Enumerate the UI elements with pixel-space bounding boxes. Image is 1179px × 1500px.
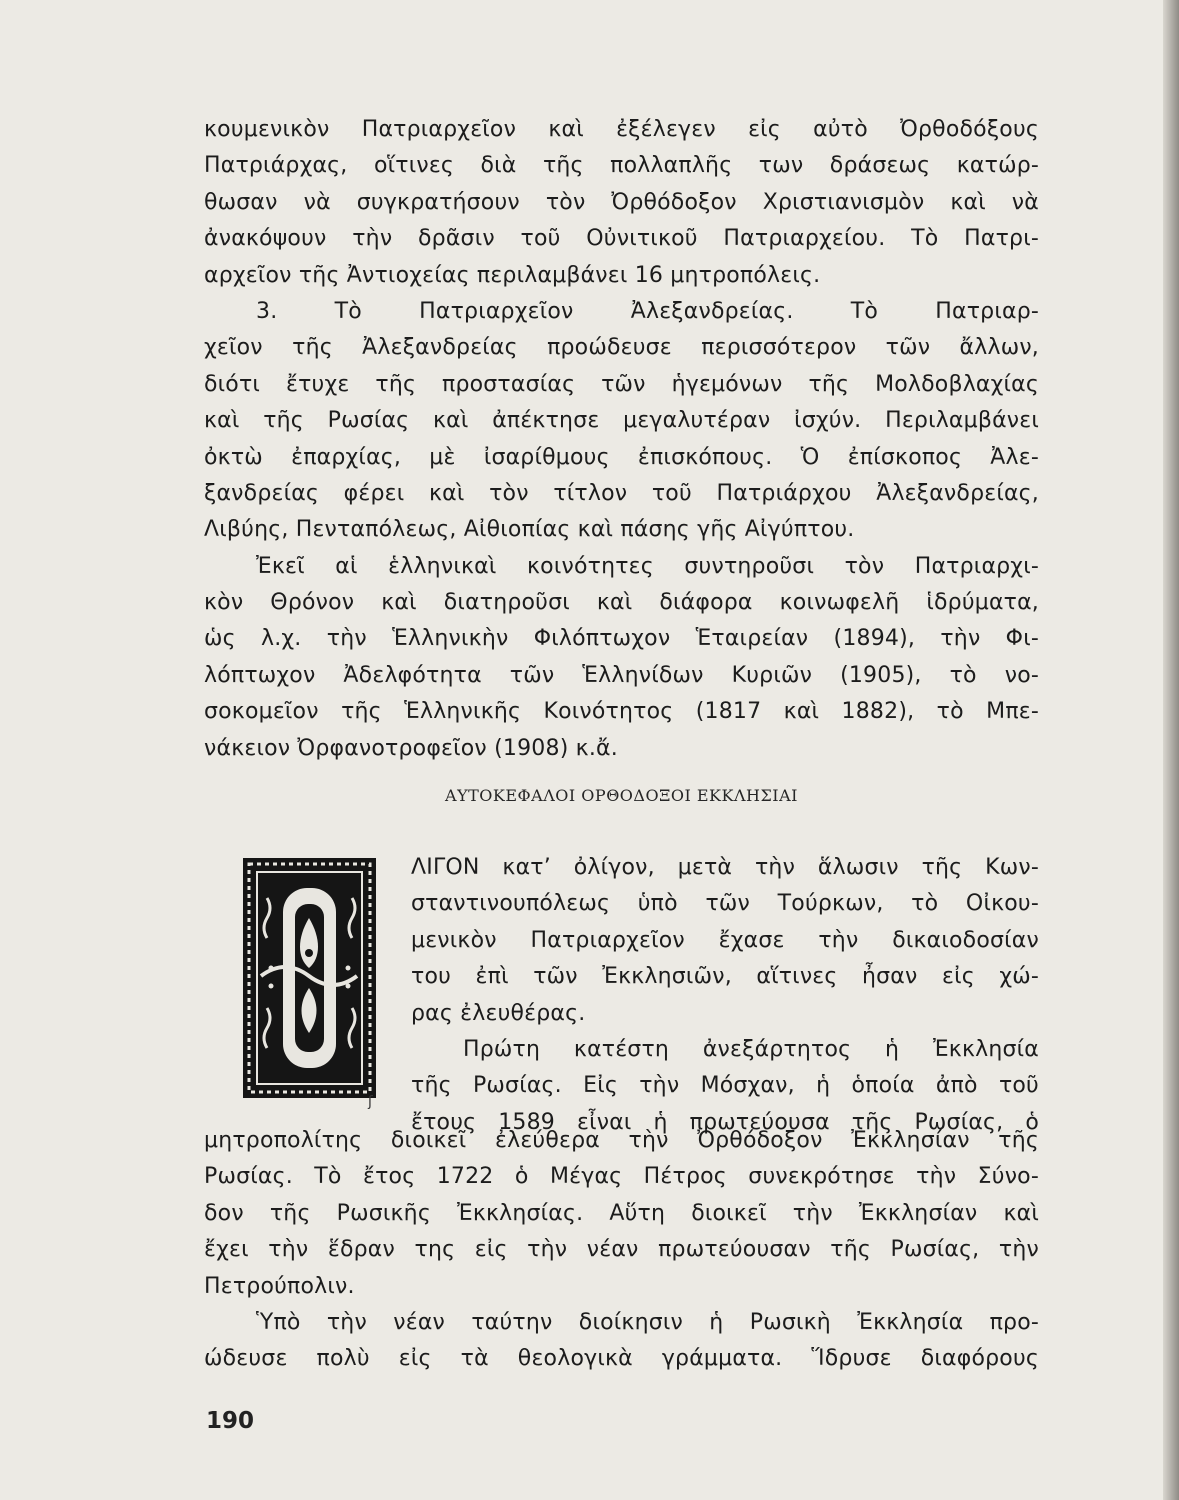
text-line: ὡς λ.χ. τὴν Ἑλληνικὴν Φιλόπτωχον Ἑταιρείαν (1894), τὴν Φι- bbox=[204, 626, 1039, 652]
text-line: μενικὸν Πατριαρχεῖον ἔχασε τὴν δικαιοδοσίαν bbox=[411, 927, 1039, 953]
text-line: ΛΙΓΟΝ κατ’ ὀλίγον, μετὰ τὴν ἅλωσιν τῆς Κων- bbox=[411, 855, 1039, 880]
section-heading-line: 3. Τὸ Πατριαρχεῖον Ἀλεξανδρείας. Τὸ Πατριαρ- bbox=[256, 298, 1039, 324]
text-line: διότι ἔτυχε τῆς προστασίας τῶν ἡγεμόνων τῆς Μολδοβλαχίας bbox=[204, 371, 1039, 397]
text-line: δον τῆς Ρωσικῆς Ἐκκλησίας. Αὕτη διοικεῖ τὴν Ἐκκλησίαν καὶ bbox=[204, 1200, 1039, 1226]
text-line: Ἐκεῖ αἱ ἑλληνικαὶ κοινότητες συντηροῦσι τὸν Πατριαρχι- bbox=[256, 553, 1039, 579]
text-line: ρας ἐλευθέρας. bbox=[411, 1000, 586, 1026]
stray-ink-mark: ʃ bbox=[368, 1094, 373, 1110]
body-text-top bbox=[204, 112, 1039, 767]
text-line: λόπτωχον Ἀδελφότητα τῶν Ἑλληνίδων Κυριῶν (1905), τὸ νο- bbox=[204, 662, 1039, 688]
text-line: τῆς Ρωσίας. Εἰς τὴν Μόσχαν, ἡ ὁποία ἀπὸ τοῦ bbox=[411, 1073, 1039, 1099]
text-line: αρχεῖον τῆς Ἀντιοχείας περιλαμβάνει 16 μητροπόλεις. bbox=[204, 262, 821, 288]
text-line: καὶ τῆς Ρωσίας καὶ ἀπέκτησε μεγαλυτέραν ἰσχύν. Περιλαμβάνει bbox=[204, 408, 1039, 434]
text-line: του ἐπὶ τῶν Ἐκκλησιῶν, αἵτινες ἦσαν εἰς χώ- bbox=[411, 964, 1039, 990]
text-line: κουμενικὸν Πατριαρχεῖον καὶ ἐξέλεγεν εἰς αὐτὸ Ὀρθοδόξους bbox=[204, 117, 1039, 142]
text-line: ὀκτὼ ἐπαρχίας, μὲ ἰσαρίθμους ἐπισκόπους. Ὁ ἐπίσκοπος Ἀλε- bbox=[204, 444, 1039, 470]
text-line: νάκειον Ὀρφανοτροφεῖον (1908) κ.ἄ. bbox=[204, 735, 618, 761]
page-edge-shadow bbox=[1163, 0, 1179, 1500]
text-line: ξανδρείας φέρει καὶ τὸν τίτλον τοῦ Πατριάρχου Ἀλεξανδρείας, bbox=[204, 480, 1039, 506]
text-line: Ὑπὸ τὴν νέαν ταύτην διοίκησιν ἡ Ρωσικὴ Ἐκκλησία προ- bbox=[256, 1309, 1039, 1335]
text-line: Πετρούπολιν. bbox=[204, 1273, 355, 1299]
text-line: ἀνακόψουν τὴν δρᾶσιν τοῦ Οὐνιτικοῦ Πατριαρχείου. Τὸ Πατρι- bbox=[204, 226, 1039, 252]
text-line: σοκομεῖον τῆς Ἑλληνικῆς Κοινότητος (1817 καὶ 1882), τὸ Μπε- bbox=[204, 699, 1039, 725]
body-text-bottom bbox=[204, 1123, 1039, 1378]
text-line: ώδευσε πολὺ εἰς τὰ θεολογικὰ γράμματα. Ἵδρυσε διαφόρους bbox=[204, 1346, 1039, 1372]
page-number: 190 bbox=[206, 1408, 255, 1434]
text-line: μητροπολίτης διοικεῖ ἐλεύθερα τὴν Ὀρθόδοξον Ἐκκλησίαν τῆς bbox=[204, 1128, 1039, 1153]
ornamental-initial-icon bbox=[243, 858, 376, 1098]
text-line: Πρώτη κατέστη ἀνεξάρτητος ἡ Ἐκκλησία bbox=[463, 1036, 1039, 1062]
text-line: θωσαν νὰ συγκρατήσουν τὸν Ὀρθόδοξον Χριστιανισμὸν καὶ νὰ bbox=[204, 189, 1039, 215]
text-line: ἔτους 1589 εἶναι ἡ πρωτεύουσα τῆς Ρωσίας, ὁ bbox=[411, 1109, 1039, 1135]
text-line: Πατριάρχας, οἵτινες διὰ τῆς πολλαπλῆς των δράσεως κατώρ- bbox=[204, 153, 1039, 179]
text-line: σταντινουπόλεως ὑπὸ τῶν Τούρκων, τὸ Οἰκου- bbox=[411, 891, 1039, 917]
text-line: κὸν Θρόνον καὶ διατηροῦσι καὶ διάφορα κοινωφελῆ ἱδρύματα, bbox=[204, 590, 1039, 616]
text-line: χεῖον τῆς Ἀλεξανδρείας προώδευσε περισσότερον τῶν ἄλλων, bbox=[204, 335, 1039, 361]
body-text-beside-initial bbox=[411, 850, 1039, 1141]
text-line: Ρωσίας. Τὸ ἔτος 1722 ὁ Μέγας Πέτρος συνεκρότησε τὴν Σύνο- bbox=[204, 1164, 1039, 1190]
chapter-heading: ΑΥΤΟΚΕΦΑΛΟΙ ΟΡΘΟΔΟΞΟΙ ΕΚΚΛΗΣΙΑΙ bbox=[445, 786, 798, 805]
text-line: ἔχει τὴν ἕδραν της εἰς τὴν νέαν πρωτεύουσαν τῆς Ρωσίας, τὴν bbox=[204, 1237, 1039, 1263]
text-line: Λιβύης, Πενταπόλεως, Αἰθιοπίας καὶ πάσης γῆς Αἰγύπτου. bbox=[204, 517, 855, 543]
